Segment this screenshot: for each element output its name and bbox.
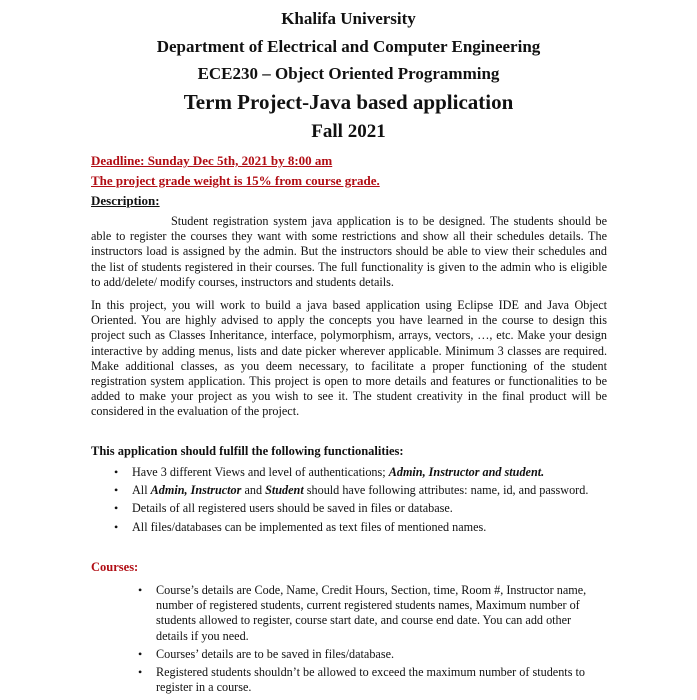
functionalities-heading: This application should fulfill the following functionalities: [91, 444, 404, 458]
list-item: • Details of all registered users should be saved in files or database. [114, 501, 453, 516]
description-paragraph-1: Student registration system java application is to be designed. The students should be able to register the courses they want with some restrictions and show all their schedules details. The instructors load is assigned by the admin. But the instructors should be able to view their schedules and the list of students registered in their courses. The full functionality is given to the admin who is eligible to add/delete/ modify courses, instructors and students details. [91, 214, 607, 289]
bullet-icon: • [114, 483, 119, 498]
bullet-icon: • [138, 665, 143, 680]
term-title: Fall 2021 [311, 121, 386, 142]
list-item: • All Admin, Instructor and Student should have following attributes: name, id, and password. [114, 483, 589, 498]
list-item: • All files/databases can be implemented as text files of mentioned names. [114, 519, 487, 534]
university-title: Khalifa University [281, 9, 416, 28]
courses-heading: Courses: [91, 560, 139, 574]
bullet-icon: • [138, 646, 143, 661]
description-label: Description: [91, 193, 160, 208]
bullet-icon: • [138, 583, 143, 597]
bullet-icon: • [114, 465, 119, 479]
description-paragraph-2: In this project, you will work to build a java based application using Eclipse IDE and Java Object Oriented. You are highly advised to apply the concepts you have learned in the course to design this project such as Classes Inheritance, interface, polymorphism, arrays, vectors, …, etc. Make your design interactive by adding menus, lists and date picker wherever applicable. Minimum 3 classes are required. Make additional classes, as you deem necessary, to facilitate a proper functioning of the student registration system application. This project is open to more details and features or functionalities to be added to make your project as you wish to see it. The student creativity in the final product will be considered in the evaluation of the project. [91, 298, 607, 419]
course-title: ECE230 – Object Oriented Programming [197, 64, 500, 83]
list-item: • Courses’ details are to be saved in files/database. [138, 646, 395, 661]
deadline-text: Deadline: Sunday Dec 5th, 2021 by 8:00 am [91, 153, 333, 168]
functionalities-list [110, 465, 590, 538]
department-title: Department of Electrical and Computer Engineering [156, 37, 541, 56]
list-item: • Registered students shouldn’t be allowed to exceed the maximum number of students to register in a course. [138, 665, 585, 695]
weight-text: The project grade weight is 15% from course grade. [91, 173, 380, 188]
list-item: • Have 3 different Views and level of authentications; Admin, Instructor and student. [114, 465, 545, 479]
list-item: • Course’s details are Code, Name, Credit Hours, Section, time, Room #, Instructor name, number of registered students, current registered students names, Maximum number of students allowed to register, course start date, and course end date. You can add other details if you need. [138, 583, 587, 643]
bullet-icon: • [114, 501, 119, 516]
bullet-icon: • [114, 519, 119, 534]
project-title: Term Project-Java based application [183, 90, 514, 114]
courses-list [134, 583, 596, 698]
